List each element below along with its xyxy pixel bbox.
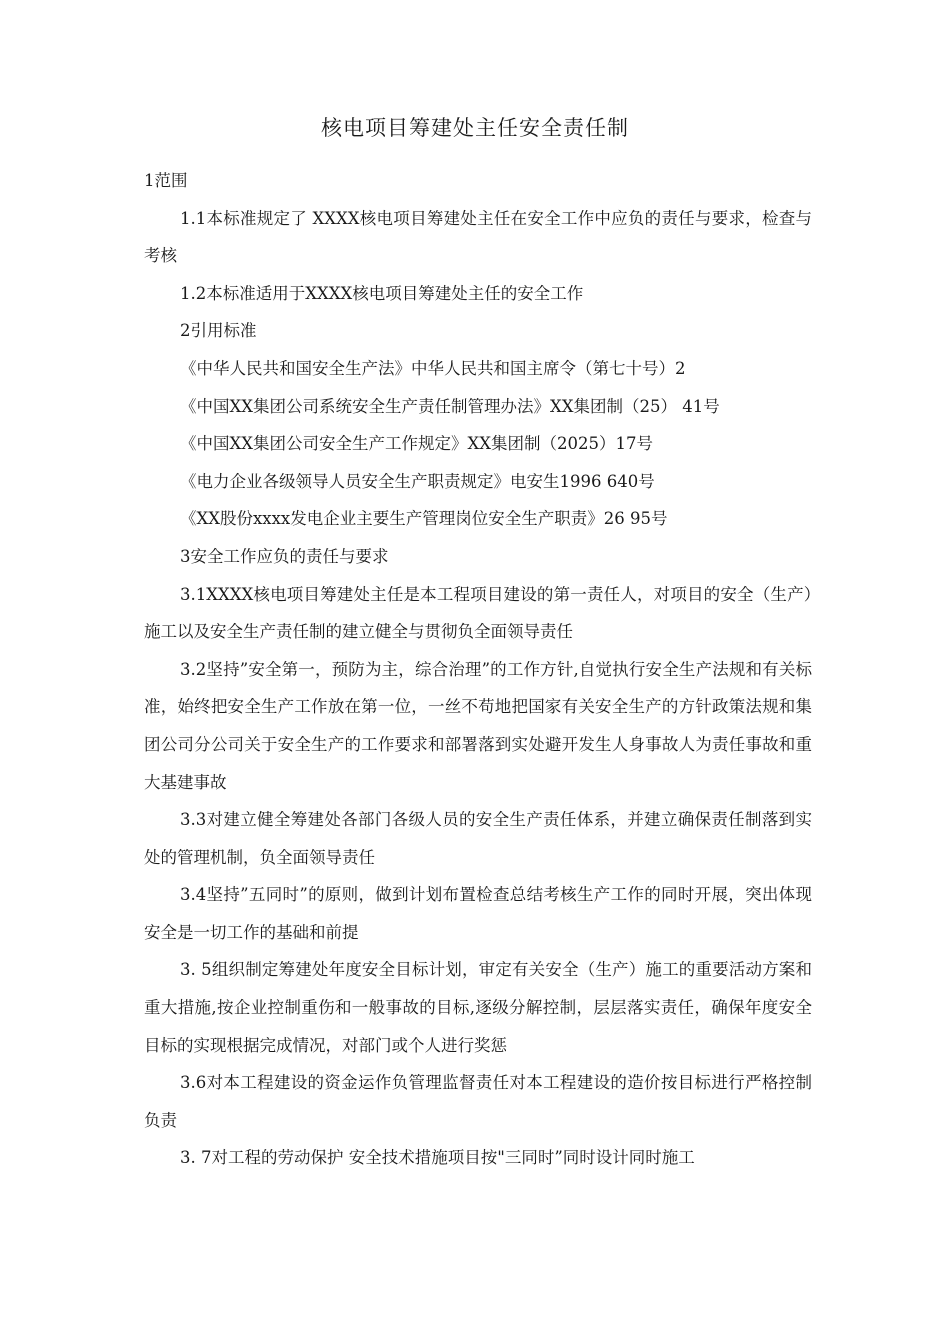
paragraph-1-2: 1.2本标准适用于XXXX核电项目筹建处主任的安全工作 bbox=[180, 283, 584, 303]
paragraph-3-7: 3. 7对工程的劳动保护 安全技术措施项目按"三同时”同时设计同时施工 bbox=[180, 1148, 695, 1168]
paragraph-3-3: 3.3对建立健全筹建处各部门各级人员的安全生产责任体系，并建立确保责任制落到实处的管理机制，负全面领导责任 bbox=[144, 810, 812, 867]
paragraph-3-2: 3.2坚持”安全第一，预防为主，综合治理”的工作方针,自觉执行安全生产法规和有关标准，始终把安全生产工作放在第一位，一丝不苟地把国家有关安全生产的方针政策法规和集团公司分公司关于安全生产的工作要求和部署落到实处避开发生人身事故人为责任事故和重大基建事故 bbox=[144, 659, 812, 792]
reference-item: 《电力企业各级领导人员安全生产职责规定》电安生1996 640号 bbox=[180, 471, 655, 491]
paragraph-3-5: 3. 5组织制定筹建处年度安全目标计划，审定有关安全（生产）施工的重要活动方案和重大措施,按企业控制重伤和一般事故的目标,逐级分解控制，层层落实责任，确保年度安全目标的实现根据完成情况，对部门或个人进行奖惩 bbox=[144, 960, 812, 1055]
reference-item: 《中国XX集团公司系统安全生产责任制管理办法》XX集团制（25） 41号 bbox=[180, 396, 720, 416]
section-heading-references: 2引用标准 bbox=[180, 321, 257, 341]
reference-item: 《中华人民共和国安全生产法》中华人民共和国主席令（第七十号）2 bbox=[180, 358, 686, 378]
paragraph-1-1: 1.1本标准规定了 XXXX核电项目筹建处主任在安全工作中应负的责任与要求，检查与考核 bbox=[144, 208, 812, 266]
reference-item: 《中国XX集团公司安全生产工作规定》XX集团制（2025）17号 bbox=[180, 434, 653, 454]
section-heading-responsibilities: 3安全工作应负的责任与要求 bbox=[180, 546, 389, 566]
document-body bbox=[144, 162, 812, 1177]
paragraph-3-4: 3.4坚持”五同时”的原则，做到计划布置检查总结考核生产工作的同时开展，突出体现安全是一切工作的基础和前提 bbox=[144, 885, 812, 942]
paragraph-3-6: 3.6对本工程建设的资金运作负管理监督责任对本工程建设的造价按目标进行严格控制负责 bbox=[144, 1073, 812, 1130]
document-title: 核电项目筹建处主任安全责任制 bbox=[321, 116, 629, 140]
section-heading-scope: 1范围 bbox=[144, 171, 188, 190]
paragraph-3-1: 3.1XXXX核电项目筹建处主任是本工程项目建设的第一责任人，对项目的安全（生产）施工以及安全生产责任制的建立健全与贯彻负全面领导责任 bbox=[144, 584, 812, 642]
reference-item: 《XX股份xxxx发电企业主要生产管理岗位安全生产职责》26 95号 bbox=[180, 509, 668, 529]
